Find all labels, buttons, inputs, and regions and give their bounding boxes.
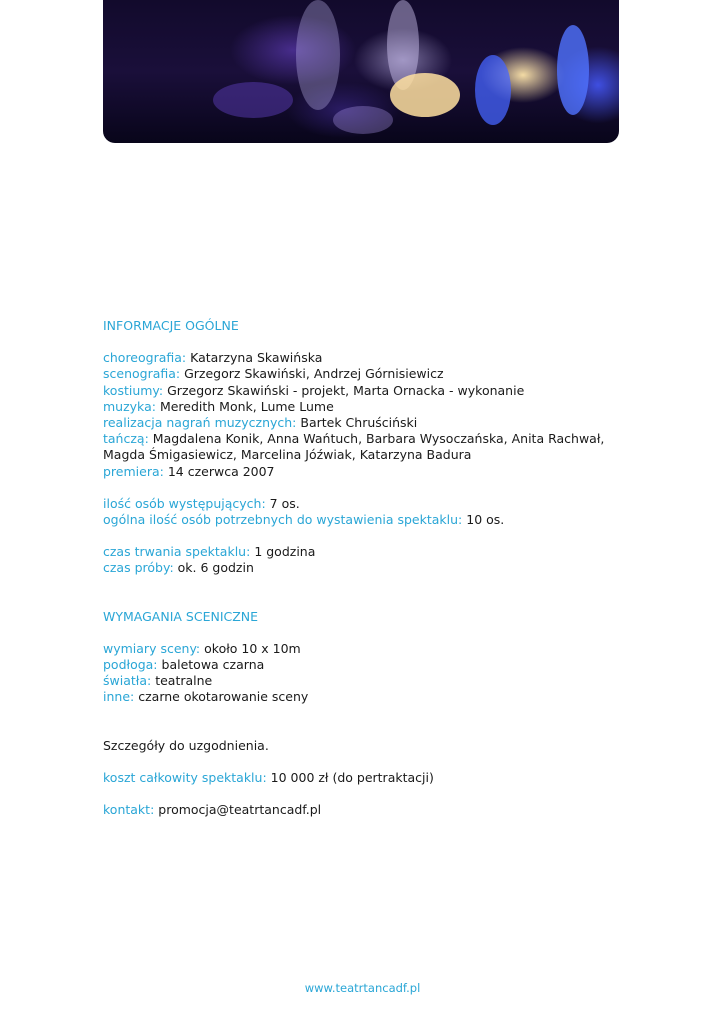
time-list: [103, 544, 628, 576]
credits-list: [103, 350, 628, 480]
stage-other: inne: czarne okotarowanie sceny: [103, 689, 309, 705]
section-heading-general: INFORMACJE OGÓLNE: [103, 318, 239, 333]
header-photo: [103, 0, 619, 143]
total-cost: koszt całkowity spektaklu: 10 000 zł (do pertraktacji): [103, 769, 434, 785]
contact: kontakt: promocja@teatrtancadf.pl: [103, 802, 322, 818]
credit-scenography: scenografia: Grzegorz Skawiński, Andrzej Górnisiewicz: [103, 366, 444, 382]
credit-dancers: tańczą: Magdalena Konik, Anna Wańtuch, Barbara Wysoczańska, Anita Rachwał, Magda Śmigasiewicz, Marcelina Jóźwiak, Katarzyna Badura: [103, 431, 605, 463]
people-list: [103, 496, 628, 528]
document-body: [103, 318, 628, 818]
section-heading-stage: WYMAGANIA SCENICZNE: [103, 608, 259, 624]
credit-premiere: premiera: 14 czerwca 2007: [103, 463, 275, 479]
total-people-count: ogólna ilość osób potrzebnych do wystawienia spektaklu: 10 os.: [103, 512, 505, 528]
rehearsal-time: czas próby: ok. 6 godzin: [103, 560, 254, 576]
footer-website-link[interactable]: www.teatrtancadf.pl: [304, 981, 421, 995]
stage-floor: podłoga: baletowa czarna: [103, 657, 265, 673]
credit-music: muzyka: Meredith Monk, Lume Lume: [103, 398, 334, 414]
contact-email[interactable]: promocja@teatrtancadf.pl: [158, 802, 322, 818]
credit-choreography: choreografia: Katarzyna Skawińska: [103, 350, 323, 366]
stage-lights: światła: teatralne: [103, 673, 213, 689]
stage-requirements-list: [103, 641, 628, 706]
stage-dimensions: wymiary sceny: około 10 x 10m: [103, 640, 301, 656]
credit-costumes: kostiumy: Grzegorz Skawiński - projekt, Marta Ornacka - wykonanie: [103, 382, 525, 398]
performers-count: ilość osób występujących: 7 os.: [103, 495, 300, 511]
show-duration: czas trwania spektaklu: 1 godzina: [103, 544, 316, 560]
credit-recording: realizacja nagrań muzycznych: Bartek Chruściński: [103, 415, 418, 431]
details-note: Szczegóły do uzgodnienia.: [103, 737, 269, 753]
dancers-illustration: [103, 0, 619, 143]
